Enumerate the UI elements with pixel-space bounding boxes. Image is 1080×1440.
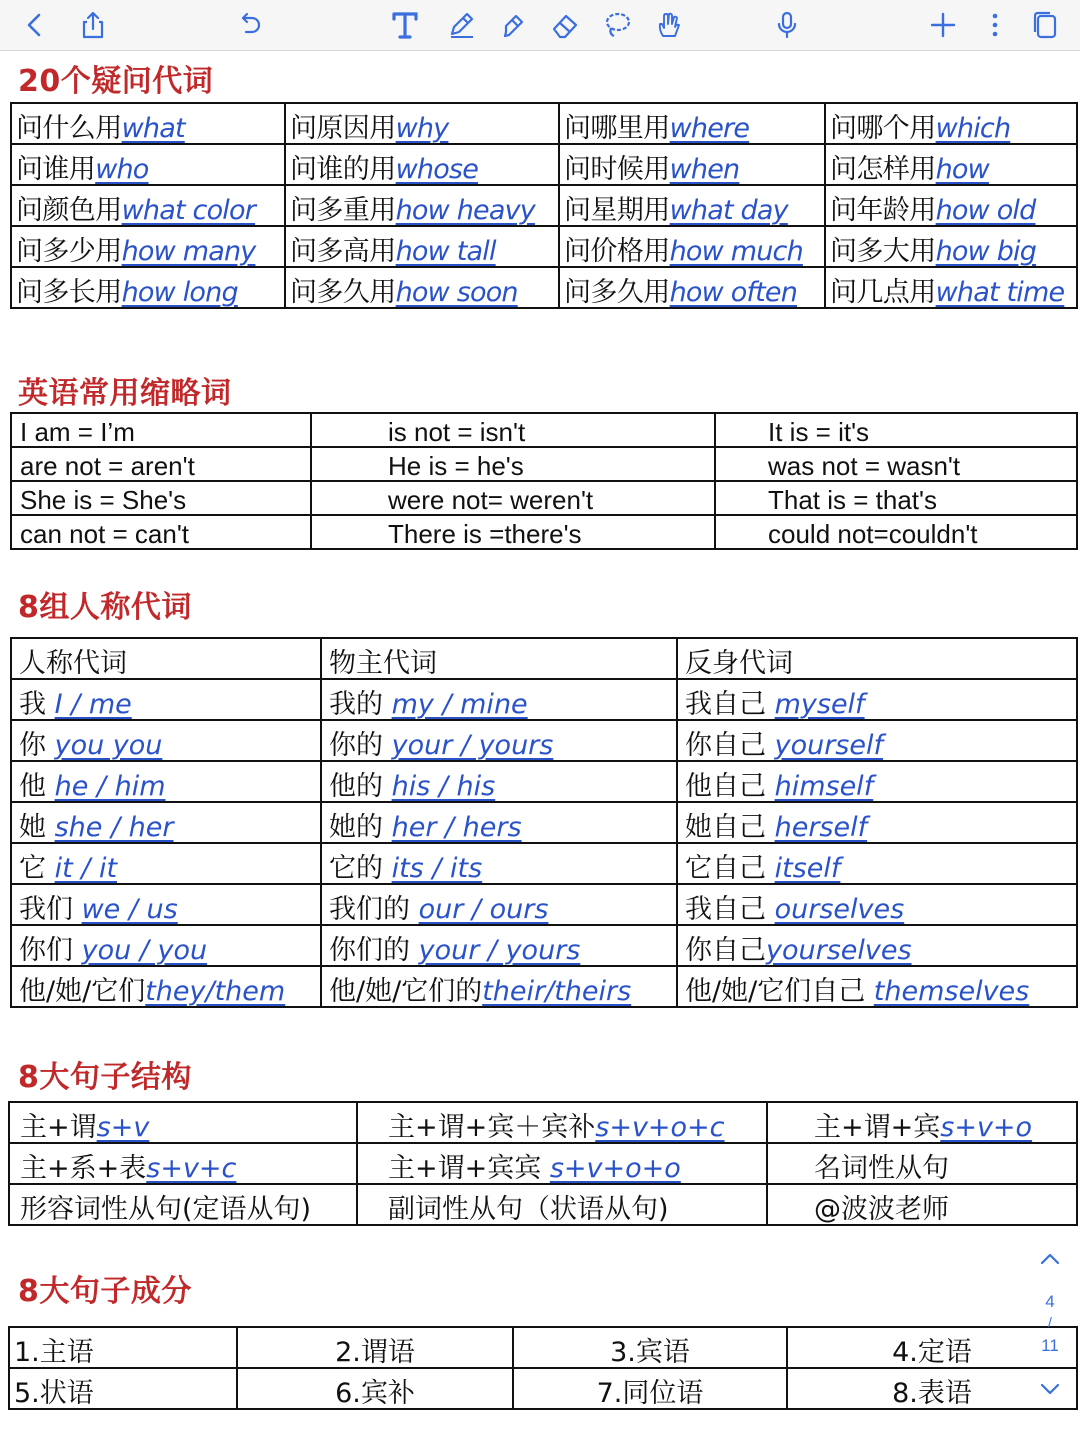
pronouns-table — [10, 637, 1078, 1008]
question-row-cell — [11, 267, 285, 308]
cn-label: 问多少用 — [16, 235, 122, 267]
share-icon[interactable] — [72, 4, 114, 46]
en-answer: how soon — [395, 276, 518, 308]
cn-label: 副词性从句（状语从句) — [388, 1193, 669, 1225]
pronoun-row-cell — [321, 802, 677, 843]
structure-row-cell — [767, 1184, 1077, 1225]
pronoun-row — [11, 925, 1077, 966]
question-row-cell — [825, 185, 1077, 226]
cn-label: 她的 — [329, 811, 392, 843]
cn-label: 主+谓 — [20, 1111, 97, 1143]
cn-label: 它的 — [329, 852, 392, 884]
question-words-table — [10, 102, 1078, 309]
en-answer: which — [935, 112, 1011, 144]
en-answer: who — [95, 153, 149, 185]
cn-label: 你 — [19, 729, 55, 761]
en-answer: you / you — [81, 934, 208, 966]
en-answer: we / us — [81, 893, 178, 925]
lasso-icon[interactable] — [596, 4, 638, 46]
cn-label: 你们的 — [329, 934, 419, 966]
question-row-cell — [285, 144, 559, 185]
cn-label: 它 — [19, 852, 55, 884]
pronoun-row-cell — [11, 884, 321, 925]
cn-label: 问颜色用 — [16, 194, 122, 226]
question-row — [11, 267, 1077, 308]
question-words-body — [11, 103, 1077, 308]
structure-row-cell — [357, 1102, 767, 1143]
en-answer: when — [669, 153, 740, 185]
cn-label: 我的 — [329, 688, 392, 720]
cn-label: 主+系+表 — [20, 1152, 147, 1184]
cn-label: 问多久用 — [290, 276, 396, 308]
cn-label: 问星期用 — [564, 194, 670, 226]
pronoun-row-cell — [11, 679, 321, 720]
cn-label: 你自己 — [685, 934, 766, 966]
en-answer: themselves — [873, 975, 1030, 1007]
question-row — [11, 103, 1077, 144]
cn-label: 他的 — [329, 770, 392, 802]
contraction-row-cell: I am = I’m — [11, 413, 311, 447]
en-answer: ourselves — [774, 893, 905, 925]
pronoun-header-row — [11, 638, 1077, 679]
structure-row-cell — [357, 1143, 767, 1184]
en-answer: myself — [774, 688, 865, 720]
cn-label: 它自己 — [685, 852, 775, 884]
pronoun-row — [11, 761, 1077, 802]
cn-label: 你自己 — [685, 729, 775, 761]
cn-label: 问多高用 — [290, 235, 396, 267]
question-row-cell — [825, 226, 1077, 267]
question-row-cell — [825, 267, 1077, 308]
page-up-chevron-icon[interactable] — [1038, 1250, 1062, 1268]
contractions-body — [11, 413, 1077, 549]
cn-label: 她 — [19, 811, 55, 843]
en-answer: how much — [669, 235, 803, 267]
cn-label: 他自己 — [685, 770, 775, 802]
pronoun-row-cell — [11, 802, 321, 843]
question-row-cell — [285, 267, 559, 308]
structure-row — [9, 1143, 1077, 1184]
cn-label: 问谁的用 — [290, 153, 396, 185]
question-row-cell — [11, 185, 285, 226]
contraction-row-cell: He is = he's — [311, 447, 715, 481]
component-row — [9, 1368, 1077, 1409]
contraction-row-cell: were not= weren't — [311, 481, 715, 515]
question-row-cell — [559, 103, 825, 144]
pronoun-row-cell — [11, 925, 321, 966]
pronoun-header-cell: 反身代词 — [677, 638, 1077, 679]
question-row-cell — [11, 103, 285, 144]
structure-row — [9, 1184, 1077, 1225]
contraction-row-cell: can not = can't — [11, 515, 311, 549]
current-page-number: 4 — [1045, 1292, 1055, 1311]
section-title-questions: 20个疑问代词 — [18, 64, 214, 99]
pronoun-row-cell — [677, 966, 1077, 1007]
sentence-structure-table — [8, 1101, 1078, 1226]
contractions-table — [10, 412, 1078, 550]
en-answer: why — [395, 112, 449, 144]
structure-row-cell — [9, 1184, 357, 1225]
contraction-row — [11, 413, 1077, 447]
en-answer: how big — [935, 235, 1037, 267]
question-row — [11, 226, 1077, 267]
pronoun-header-cell: 物主代词 — [321, 638, 677, 679]
total-pages-number: 11 — [1041, 1336, 1059, 1355]
pronoun-row-cell — [11, 966, 321, 1007]
cn-label: 问时候用 — [564, 153, 670, 185]
en-answer: I / me — [54, 688, 132, 720]
cn-label: @波波老师 — [814, 1193, 949, 1225]
pronoun-row — [11, 679, 1077, 720]
question-row-cell — [559, 267, 825, 308]
en-answer: s+v — [96, 1111, 150, 1143]
en-answer: your / yours — [418, 934, 581, 966]
pronoun-row-cell — [11, 761, 321, 802]
contraction-row-cell: are not = aren't — [11, 447, 311, 481]
en-answer: s+v+c — [146, 1152, 237, 1184]
pronoun-row — [11, 802, 1077, 843]
structure-row-cell — [357, 1184, 767, 1225]
cn-label: 她自己 — [685, 811, 775, 843]
en-answer: how old — [935, 194, 1036, 226]
structure-row-cell — [767, 1102, 1077, 1143]
pronoun-row-cell — [11, 720, 321, 761]
pronoun-row-cell — [321, 966, 677, 1007]
page-navigator — [1030, 1246, 1070, 1406]
question-row-cell — [559, 144, 825, 185]
en-answer: it / it — [54, 852, 118, 884]
en-answer: your / yours — [391, 729, 554, 761]
cn-label: 主+谓+宾＋宾补 — [388, 1111, 596, 1143]
pages-icon[interactable] — [1024, 4, 1066, 46]
component-row-cell: 3.宾语 — [513, 1327, 787, 1368]
cn-label: 我自己 — [685, 688, 775, 720]
question-row-cell — [559, 226, 825, 267]
contraction-row-cell: That is = that's — [715, 481, 1077, 515]
en-answer: where — [669, 112, 750, 144]
contraction-row — [11, 515, 1077, 549]
question-row — [11, 185, 1077, 226]
structure-row-cell — [767, 1143, 1077, 1184]
en-answer: how often — [669, 276, 798, 308]
section-title-components: 8大句子成分 — [18, 1274, 192, 1309]
pronoun-row-cell — [677, 802, 1077, 843]
pronoun-row-cell — [321, 679, 677, 720]
cn-label: 问哪个用 — [830, 112, 936, 144]
cn-label: 问几点用 — [830, 276, 936, 308]
en-answer: its / its — [391, 852, 483, 884]
en-answer: his / his — [391, 770, 496, 802]
pronoun-row-cell — [677, 679, 1077, 720]
contraction-row-cell: It is = it's — [715, 413, 1077, 447]
en-answer: how many — [121, 235, 256, 267]
question-row-cell — [559, 185, 825, 226]
cn-label: 主+谓+宾 — [814, 1111, 941, 1143]
contraction-row-cell: was not = wasn't — [715, 447, 1077, 481]
en-answer: yourself — [774, 729, 883, 761]
cn-label: 问多久用 — [564, 276, 670, 308]
cn-label: 我 — [19, 688, 55, 720]
section-title-pronouns: 8组人称代词 — [18, 590, 192, 625]
en-answer: she / her — [54, 811, 174, 843]
component-row-cell: 1.主语 — [9, 1327, 237, 1368]
en-answer: s+v+o+o — [549, 1152, 681, 1184]
cn-label: 问多长用 — [16, 276, 122, 308]
pronoun-row — [11, 843, 1077, 884]
cn-label: 问什么用 — [16, 112, 122, 144]
cn-label: 他 — [19, 770, 55, 802]
pencil-icon[interactable] — [440, 4, 482, 46]
en-answer: whose — [395, 153, 479, 185]
pronoun-row-cell — [677, 843, 1077, 884]
cn-label: 问原因用 — [290, 112, 396, 144]
question-row-cell — [11, 226, 285, 267]
cn-label: 我自己 — [685, 893, 775, 925]
en-answer: how tall — [395, 235, 496, 267]
en-answer: her / hers — [391, 811, 522, 843]
component-row-cell: 2.谓语 — [237, 1327, 513, 1368]
cn-label: 问多重用 — [290, 194, 396, 226]
cn-label: 形容词性从句(定语从句) — [20, 1193, 312, 1225]
cn-label: 他/她/它们自己 — [685, 975, 874, 1007]
en-answer: s+v+o — [940, 1111, 1033, 1143]
pronoun-header-cell: 人称代词 — [11, 638, 321, 679]
pronoun-row-cell — [677, 761, 1077, 802]
highlighter-icon[interactable] — [492, 4, 534, 46]
pronoun-row — [11, 884, 1077, 925]
cn-label: 问谁用 — [16, 153, 96, 185]
cn-label: 问年龄用 — [830, 194, 936, 226]
contraction-row-cell: is not = isn't — [311, 413, 715, 447]
contraction-row — [11, 481, 1077, 515]
component-row-cell: 5.状语 — [9, 1368, 237, 1409]
en-answer: he / him — [54, 770, 166, 802]
page-separator: / — [1048, 1314, 1052, 1330]
component-row-cell: 6.宾补 — [237, 1368, 513, 1409]
page-down-chevron-icon[interactable] — [1038, 1380, 1062, 1398]
cn-label: 主+谓+宾宾 — [388, 1152, 550, 1184]
en-answer: yourselves — [766, 934, 912, 966]
en-answer: himself — [774, 770, 874, 802]
eraser-icon[interactable] — [544, 4, 586, 46]
cn-label: 问哪里用 — [564, 112, 670, 144]
question-row-cell — [285, 103, 559, 144]
en-answer: what time — [935, 276, 1065, 308]
pronouns-body — [11, 638, 1077, 1007]
question-row-cell — [285, 185, 559, 226]
en-answer: itself — [774, 852, 841, 884]
microphone-icon[interactable] — [766, 4, 808, 46]
question-row-cell — [825, 103, 1077, 144]
question-row-cell — [11, 144, 285, 185]
pronoun-row-cell — [321, 925, 677, 966]
cn-label: 问怎样用 — [830, 153, 936, 185]
pronoun-row-cell — [321, 884, 677, 925]
text-tool-icon[interactable] — [384, 4, 426, 46]
en-answer: how — [935, 153, 989, 185]
en-answer: herself — [774, 811, 868, 843]
en-answer: how heavy — [395, 194, 535, 226]
component-row-cell: 7.同位语 — [513, 1368, 787, 1409]
pronoun-row-cell — [321, 761, 677, 802]
en-answer: how long — [121, 276, 238, 308]
pronoun-row-cell — [677, 720, 1077, 761]
en-answer: what day — [669, 194, 788, 226]
pronoun-row-cell — [677, 925, 1077, 966]
cn-label: 问多大用 — [830, 235, 936, 267]
component-row — [9, 1327, 1077, 1368]
undo-icon[interactable] — [228, 4, 270, 46]
en-answer: their/theirs — [482, 975, 632, 1007]
pronoun-row-cell — [11, 843, 321, 884]
cn-label: 我们的 — [329, 893, 419, 925]
toolbar — [0, 0, 1080, 51]
hand-icon[interactable] — [648, 4, 690, 46]
cn-label: 他/她/它们的 — [329, 975, 483, 1007]
pronoun-row-cell — [321, 720, 677, 761]
cn-label: 他/她/它们 — [19, 975, 146, 1007]
cn-label: 你们 — [19, 934, 82, 966]
en-answer: what color — [121, 194, 256, 226]
pronoun-row-cell — [677, 884, 1077, 925]
component-row-cell: 4.定语 — [787, 1327, 1077, 1368]
more-icon[interactable] — [974, 4, 1016, 46]
en-answer: our / ours — [418, 893, 549, 925]
structure-row-cell — [9, 1143, 357, 1184]
cn-label: 问价格用 — [564, 235, 670, 267]
structure-row — [9, 1102, 1077, 1143]
cn-label: 我们 — [19, 893, 82, 925]
structure-body — [9, 1102, 1077, 1225]
cn-label: 你的 — [329, 729, 392, 761]
contraction-row — [11, 447, 1077, 481]
sentence-components-table — [8, 1326, 1078, 1410]
en-answer: s+v+o+c — [595, 1111, 725, 1143]
section-title-structure: 8大句子结构 — [18, 1060, 192, 1095]
pronoun-row-cell — [321, 843, 677, 884]
structure-row-cell — [9, 1102, 357, 1143]
question-row-cell — [285, 226, 559, 267]
en-answer: my / mine — [391, 688, 528, 720]
pronoun-row — [11, 966, 1077, 1007]
contraction-row-cell: She is = She's — [11, 481, 311, 515]
component-row-cell: 8.表语 — [787, 1368, 1077, 1409]
question-row — [11, 144, 1077, 185]
contraction-row-cell: There is =there's — [311, 515, 715, 549]
question-row-cell — [825, 144, 1077, 185]
back-chevron-icon[interactable] — [14, 4, 56, 46]
components-body — [9, 1327, 1077, 1409]
add-icon[interactable] — [922, 4, 964, 46]
en-answer: what — [121, 112, 185, 144]
pronoun-row — [11, 720, 1077, 761]
en-answer: they/them — [145, 975, 286, 1007]
contraction-row-cell: could not=couldn't — [715, 515, 1077, 549]
en-answer: you you — [54, 729, 163, 761]
section-title-contractions: 英语常用缩略词 — [18, 376, 232, 411]
cn-label: 名词性从句 — [814, 1152, 949, 1184]
